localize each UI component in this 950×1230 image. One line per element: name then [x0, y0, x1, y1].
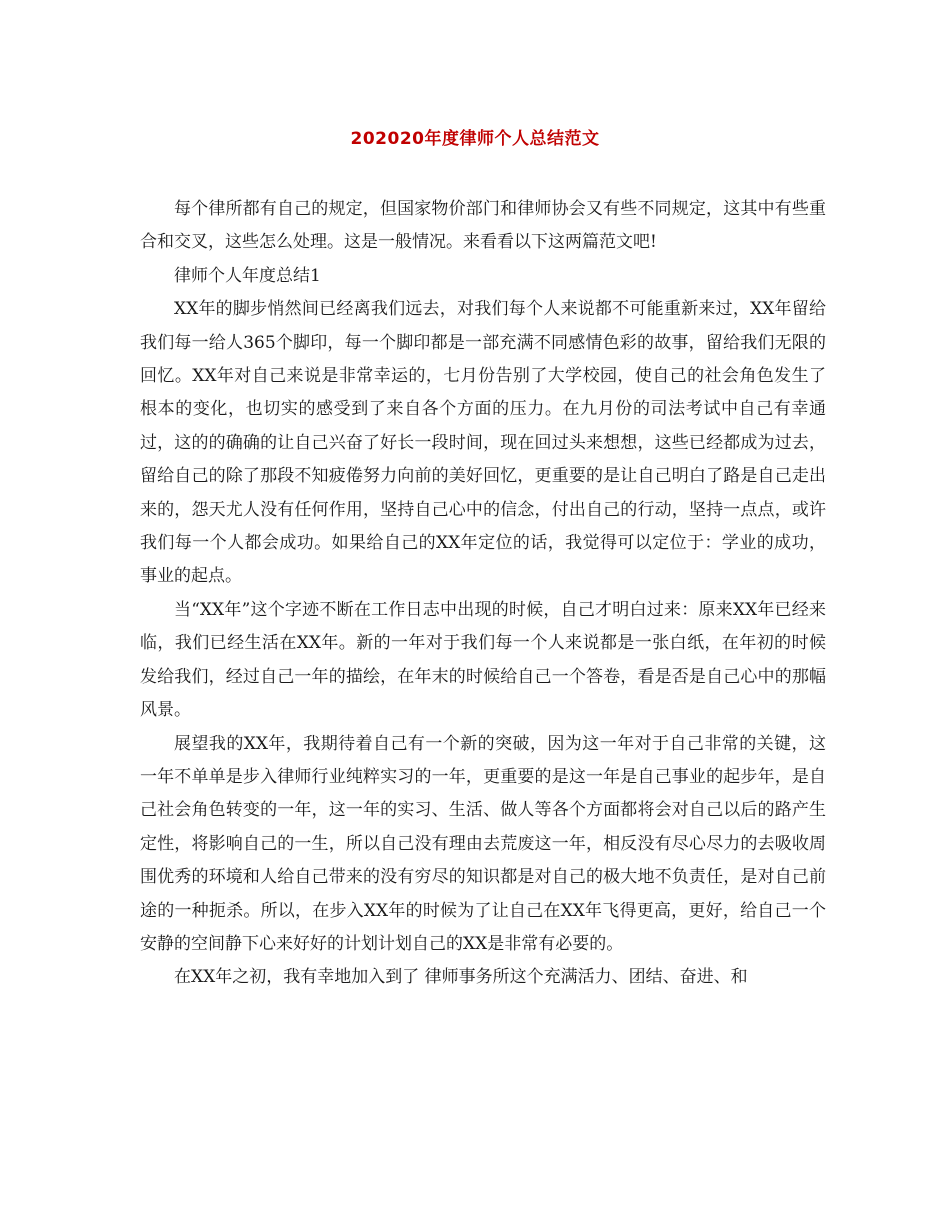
paragraph: 在XX年之初，我有幸地加入到了 律师事务所这个充满活力、团结、奋进、和	[174, 967, 748, 988]
paragraph-intro: 每个律所都有自己的规定，但国家物价部门和律师协会又有些不同规定，这其中有些重合和交叉，这些怎么处理。这是一般情况。来看看以下这两篇范文吧!	[140, 199, 826, 253]
document-body	[140, 193, 826, 995]
document-title: 202020年度律师个人总结范文	[350, 129, 600, 149]
paragraph: 当“XX年”这个字迹不断在工作日志中出现的时候，自己才明白过来：原来XX年已经来临，我们已经生活在XX年。新的一年对于我们每一个人来说都是一张白纸，在年初的时候发给我们，经过自己一年的描绘，在年末的时候给自己一个答卷，看是否是自己心中的那幅风景。	[140, 599, 826, 721]
section-heading: 律师个人年度总结1	[174, 265, 321, 286]
paragraph: 展望我的XX年，我期待着自己有一个新的突破，因为这一年对于自己非常的关键，这一年不单单是步入律师行业纯粹实习的一年，更重要的是这一年是自己事业的起步年，是自己社会角色转变的一年，这一年的实习、生活、做人等各个方面都将会对自己以后的路产生定性，将影响自己的一生，所以自己没有理由去荒废这一年，相反没有尽心尽力的去吸收周围优秀的环境和人给自己带来的没有穷尽的知识都是对自己的极大地不负责任，是对自己前途的一种扼杀。所以，在步入XX年的时候为了让自己在XX年飞得更高，更好，给自己一个安静的空间静下心来好好的计划计划自己的XX是非常有必要的。	[140, 733, 826, 954]
paragraph: XX年的脚步悄然间已经离我们远去，对我们每个人来说都不可能重新来过，XX年留给我们每一给人365个脚印，每一个脚印都是一部充满不同感情色彩的故事，留给我们无限的回忆。XX年对自己来说是非常幸运的，七月份告别了大学校园，使自己的社会角色发生了根本的变化，也切实的感受到了来自各个方面的压力。在九月份的司法考试中自己有幸通过，这的的确确的让自己兴奋了好长一段时间，现在回过头来想想，这些已经都成为过去，留给自己的除了那段不知疲倦努力向前的美好回忆，更重要的是让自己明白了路是自己走出来的，怨天尤人没有任何作用，坚持自己心中的信念，付出自己的行动，坚持一点点，或许我们每一个人都会成功。如果给自己的XX年定位的话，我觉得可以定位于：学业的成功，事业的起点。	[140, 299, 826, 587]
